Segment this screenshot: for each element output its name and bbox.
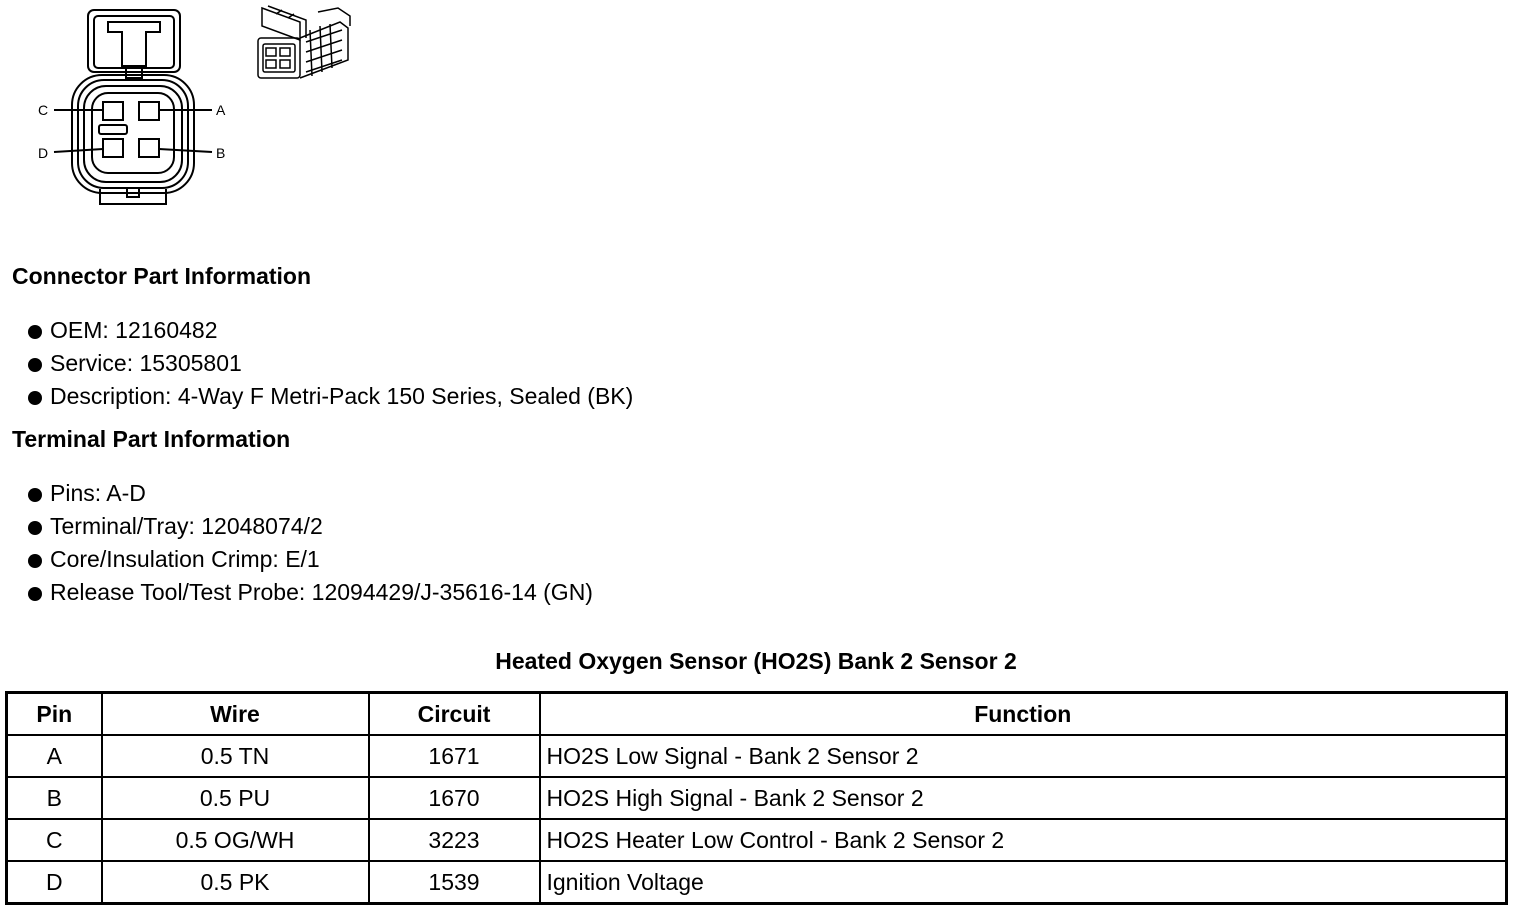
cell-function: HO2S Heater Low Control - Bank 2 Sensor 2: [540, 819, 1507, 861]
list-item: [0, 347, 633, 380]
list-item: [0, 510, 593, 543]
connector-info-list: [0, 314, 633, 413]
pin-table-title: Heated Oxygen Sensor (HO2S) Bank 2 Sensor 2: [495, 648, 1017, 674]
list-item: [0, 477, 593, 510]
pin-label-b: B: [216, 145, 226, 161]
column-header-circuit: Circuit: [369, 693, 540, 736]
bullet-icon: [28, 488, 42, 502]
list-item-text: Description: 4-Way F Metri-Pack 150 Series, Sealed (BK): [50, 383, 634, 409]
terminal-info-list: [0, 477, 593, 609]
pin-label-d: D: [38, 145, 49, 161]
table-row: [7, 735, 1507, 777]
bullet-icon: [28, 325, 42, 339]
cell-wire: 0.5 OG/WH: [102, 819, 369, 861]
cell-circuit: 1671: [369, 735, 540, 777]
cell-pin: D: [7, 861, 102, 904]
table-row: [7, 819, 1507, 861]
cell-circuit: 1539: [369, 861, 540, 904]
column-header-function: Function: [540, 693, 1507, 736]
cell-wire: 0.5 PK: [102, 861, 369, 904]
cell-pin: A: [7, 735, 102, 777]
cell-circuit: 3223: [369, 819, 540, 861]
connector-isometric-view: [258, 6, 350, 78]
list-item: [0, 380, 633, 413]
bullet-icon: [28, 554, 42, 568]
list-item-text: Terminal/Tray: 12048074/2: [50, 513, 323, 539]
list-item-text: Pins: A-D: [50, 480, 146, 506]
column-header-wire: Wire: [102, 693, 369, 736]
bullet-icon: [28, 587, 42, 601]
cell-wire: 0.5 PU: [102, 777, 369, 819]
bullet-icon: [28, 358, 42, 372]
list-item: [0, 314, 633, 347]
connector-info-heading: Connector Part Information: [12, 263, 312, 289]
list-item-text: OEM: 12160482: [50, 317, 218, 343]
table-row: [7, 777, 1507, 819]
bullet-icon: [28, 521, 42, 535]
list-item: [0, 576, 593, 609]
cell-function: Ignition Voltage: [540, 861, 1507, 904]
cell-function: HO2S Low Signal - Bank 2 Sensor 2: [540, 735, 1507, 777]
pin-label-a: A: [216, 102, 226, 118]
cell-pin: B: [7, 777, 102, 819]
connector-face-diagram: [0, 0, 360, 215]
column-header-pin: Pin: [7, 693, 102, 736]
list-item-text: Release Tool/Test Probe: 12094429/J-35616-14 (GN): [50, 579, 593, 605]
cell-function: HO2S High Signal - Bank 2 Sensor 2: [540, 777, 1507, 819]
cell-pin: C: [7, 819, 102, 861]
cell-wire: 0.5 TN: [102, 735, 369, 777]
pin-label-c: C: [38, 102, 49, 118]
cell-circuit: 1670: [369, 777, 540, 819]
table-header-row: [7, 693, 1507, 736]
terminal-info-heading: Terminal Part Information: [12, 426, 291, 452]
bullet-icon: [28, 391, 42, 405]
table-row: [7, 861, 1507, 904]
list-item-text: Core/Insulation Crimp: E/1: [50, 546, 320, 572]
pin-table: [5, 691, 1508, 905]
list-item-text: Service: 15305801: [50, 350, 242, 376]
list-item: [0, 543, 593, 576]
